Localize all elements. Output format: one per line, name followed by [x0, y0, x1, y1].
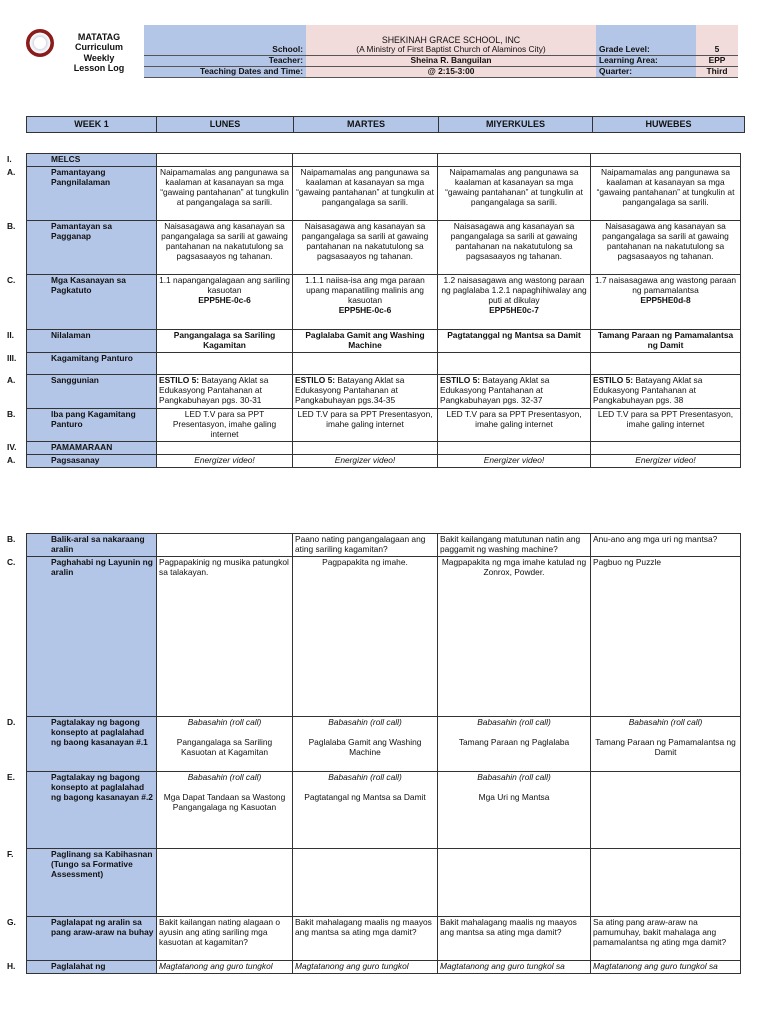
- lesson-topic: Pangangalaga sa Sariling Kasuotan at Kagamitan: [176, 736, 273, 757]
- row-label-cell: [7, 960, 157, 973]
- cell-text: Sa ating pang araw-araw na pamumuhay, bakit mahalaga ang pamamalantsa ng ating mga damit?: [593, 916, 727, 947]
- day-header-martes: MARTES: [294, 117, 439, 133]
- competency-text: 1.7 naisasagawa ang wastong paraan ng pamamalantsa: [594, 275, 737, 295]
- row-key: A.: [7, 454, 16, 465]
- day-cell: [157, 556, 293, 716]
- row-label-text: Paglalapat ng aralin sa pang araw-araw na buhay: [51, 916, 154, 937]
- cell-text: Magpapakita ng mga imahe katulad ng Zonrox, Powder.: [441, 556, 587, 577]
- lesson-topic: Mga Uri ng Mantsa: [478, 791, 550, 802]
- row-label: [7, 556, 154, 578]
- grade-level-label: Grade Level:: [596, 45, 696, 55]
- week-label: WEEK 1: [27, 117, 157, 133]
- cell-text: Pangangalaga sa Sariling Kagamitan: [173, 330, 276, 350]
- row-label: [7, 534, 154, 555]
- row-key: II.: [7, 330, 14, 340]
- cell-text: Anu-ano ang mga uri ng mantsa?: [593, 534, 718, 544]
- table-row: [27, 916, 741, 960]
- row-key: C.: [7, 275, 16, 285]
- day-cell: [293, 771, 438, 848]
- day-cell: [157, 534, 293, 557]
- lesson-topic: Tamang Paraan ng Paglalaba: [458, 736, 570, 747]
- table-row: [27, 534, 741, 557]
- school-label: School:: [144, 45, 306, 55]
- cell-text: Naipamamalas ang pangunawa sa kaalaman at kasanayan sa mga “gawaing pantahanan” at tungkulin at pangangalaga sa sarili.: [596, 167, 735, 207]
- row-label-text: MELCS: [51, 154, 81, 164]
- lesson-table-part1: [7, 153, 741, 468]
- cell-text: Energizer video!: [194, 454, 255, 465]
- table-row: [27, 352, 741, 374]
- table-row: [27, 167, 741, 221]
- day-cell: [591, 534, 741, 557]
- day-header-huwebes: HUWEBES: [593, 117, 745, 133]
- table-row: [27, 441, 741, 454]
- day-cell: [157, 221, 293, 275]
- row-label: [7, 374, 154, 386]
- day-cell: [293, 556, 438, 716]
- form-title: [54, 25, 144, 73]
- day-cell: [157, 960, 293, 973]
- school-name: SHEKINAH GRACE SCHOOL, INC: [306, 25, 596, 45]
- day-cell: [293, 848, 438, 916]
- cell-text: Bakit kailangang matutunan natin ang paggamit ng washing machine?: [440, 534, 581, 554]
- form-title-line: Lesson Log: [73, 63, 125, 74]
- school-logo-icon: [26, 29, 54, 57]
- reading-activity: Babasahin (roll call): [477, 771, 551, 782]
- teacher-name: Sheina R. Banguilan: [306, 55, 596, 66]
- day-cell: [157, 330, 293, 353]
- row-label-text: Iba pang Kagamitang Panturo: [51, 408, 136, 429]
- row-label-cell: [7, 221, 157, 275]
- day-cell: [438, 408, 591, 441]
- day-cell: [293, 330, 438, 353]
- row-label: [7, 848, 154, 880]
- table-row: [27, 771, 741, 848]
- row-label: [7, 771, 154, 803]
- day-cell: [591, 167, 741, 221]
- row-key: B.: [7, 408, 16, 419]
- cell-text: Magtatanong ang guro tungkol: [295, 960, 409, 971]
- row-label-text: Nilalaman: [51, 330, 91, 340]
- cell-text: Naisasagawa ang kasanayan sa pangangalaga sa sarili at gawaing pantahanan na nakatutulong sa pagsasaayos ng tahanan.: [602, 221, 729, 261]
- day-cell: [157, 441, 293, 454]
- competency-code: EPP5HE0d-8: [640, 294, 691, 305]
- reference-text: Batayang Aklat sa Edukasyong Pantahanan at Pangkabuhayan pgs. 38: [593, 374, 703, 405]
- cell-text: Pagpapakinig ng musika patungkol sa talakayan.: [159, 556, 289, 577]
- learning-area-label: Learning Area:: [596, 55, 696, 66]
- form-title-line: Curriculum: [74, 42, 123, 53]
- lesson-table-part2: [7, 533, 741, 974]
- row-label: [7, 154, 154, 165]
- row-label-cell: [7, 556, 157, 716]
- day-cell: [293, 167, 438, 221]
- day-cell: [591, 556, 741, 716]
- day-cell: [438, 352, 591, 374]
- row-key: B.: [7, 221, 16, 231]
- day-cell: [438, 916, 591, 960]
- day-cell: [157, 848, 293, 916]
- cell-text: Bakit kailangan nating alagaan o ayusin ang ating sariling mga kasuotan at kagamitan?: [159, 916, 281, 947]
- cell-text: Energizer video!: [483, 454, 545, 465]
- day-cell: [293, 441, 438, 454]
- row-label-text: PAMAMARAAN: [51, 441, 113, 452]
- day-cell: [293, 275, 438, 330]
- row-label-cell: [7, 167, 157, 221]
- row-key: G.: [7, 916, 16, 927]
- row-label-text: Pamantayan sa Pagganap: [51, 221, 112, 241]
- cell-text: Magtatanong ang guro tungkol sa: [593, 960, 718, 971]
- day-cell: [293, 960, 438, 973]
- cell-text: LED T.V para sa PPT Presentasyon, imahe galing internet: [597, 408, 734, 429]
- row-key: B.: [7, 534, 16, 544]
- day-cell: [293, 154, 438, 167]
- day-cell: [293, 221, 438, 275]
- row-label: [7, 352, 154, 364]
- row-label: [7, 408, 154, 430]
- row-label-cell: [7, 716, 157, 771]
- lesson-topic: Pagtatangal ng Mantsa sa Damit: [304, 791, 426, 802]
- table-row: [27, 221, 741, 275]
- cell-text: Tamang Paraan ng Pamamalantsa ng Damit: [597, 330, 734, 350]
- table-row: [27, 408, 741, 441]
- day-cell: [591, 408, 741, 441]
- table-row: [27, 154, 741, 167]
- row-label: [7, 960, 154, 972]
- day-cell: [157, 352, 293, 374]
- row-key: I.: [7, 154, 12, 164]
- cell-text: LED T.V para sa PPT Presentasyon, imahe galing internet: [446, 408, 582, 429]
- day-cell: [157, 716, 293, 771]
- week-header: [26, 116, 745, 133]
- day-cell: [591, 716, 741, 771]
- row-label-cell: [7, 848, 157, 916]
- row-label-text: Pamantayang Pangnilalaman: [51, 167, 111, 187]
- cell-text: Energizer video!: [334, 454, 396, 465]
- reading-activity: Babasahin (roll call): [328, 771, 402, 782]
- quarter-value: Third: [696, 66, 738, 77]
- cell-text: Naisasagawa ang kasanayan sa pangangalaga sa sarili at gawaing pantahanan na nakatutulong sa pagsasaayos ng tahanan.: [161, 221, 288, 261]
- row-label: [7, 716, 154, 748]
- day-cell: [293, 454, 438, 467]
- day-cell: [438, 716, 591, 771]
- row-label-cell: [7, 771, 157, 848]
- lesson-topic: Mga Dapat Tandaan sa Wastong Pangangalaga ng Kasuotan: [163, 791, 286, 812]
- row-label: [7, 916, 154, 938]
- table-row: [27, 716, 741, 771]
- competency-code: EPP5HE-0c-6: [338, 304, 392, 315]
- lesson-topic: Tamang Paraan ng Pamamalantsa ng Damit: [595, 736, 736, 757]
- cell-text: Naisasagawa ang kasanayan sa pangangalaga sa sarili at gawaing pantahanan na nakatutulong sa pagsasaayos ng tahanan.: [301, 221, 429, 261]
- reference-book-label: ESTILO 5:: [295, 374, 336, 385]
- school-subtitle: (A Ministry of First Baptist Church of Alaminos City): [306, 45, 596, 55]
- cell-text: Pagtatanggal ng Mantsa sa Damit: [447, 330, 581, 340]
- competency-text: 1.1.1 naiisa-isa ang mga paraan upang mapanatiling malinis ang kasuotan: [305, 275, 425, 305]
- table-row: [27, 374, 741, 408]
- row-label-text: Paghahabi ng Layunin ng aralin: [51, 556, 153, 577]
- day-cell: [157, 916, 293, 960]
- day-cell: [438, 441, 591, 454]
- day-cell: [157, 374, 293, 408]
- table-row: [27, 960, 741, 973]
- reading-activity: Babasahin (roll call): [187, 771, 262, 782]
- learning-area-value: EPP: [696, 55, 738, 66]
- row-label-text: Mga Kasanayan sa Pagkatuto: [51, 275, 126, 295]
- quarter-label: Quarter:: [596, 66, 696, 77]
- day-cell: [591, 374, 741, 408]
- row-label-cell: [7, 454, 157, 467]
- row-key: D.: [7, 716, 16, 727]
- reference-text: Batayang Aklat sa Edukasyong Pantahanan at Pangkabuhayan pgs.34-35: [295, 374, 405, 405]
- day-cell: [438, 374, 591, 408]
- day-cell: [438, 534, 591, 557]
- row-label-cell: [7, 441, 157, 454]
- form-title-line: Weekly: [83, 52, 115, 63]
- day-cell: [438, 275, 591, 330]
- row-key: III.: [7, 352, 17, 363]
- row-label-text: Pagtalakay ng bagong konsepto at paglalahad ng baong kasanayan #.1: [51, 716, 148, 747]
- day-cell: [591, 221, 741, 275]
- day-cell: [591, 275, 741, 330]
- day-cell: [157, 454, 293, 467]
- table-row: [27, 330, 741, 353]
- form-title-line: MATATAG: [77, 32, 121, 42]
- day-cell: [157, 167, 293, 221]
- day-cell: [157, 275, 293, 330]
- teaching-time: @ 2:15-3:00: [306, 66, 596, 77]
- cell-text: Paano nating pangangalagaan ang ating sariling kagamitan?: [295, 534, 426, 554]
- row-label-cell: [7, 352, 157, 374]
- day-cell: [591, 330, 741, 353]
- row-label: [7, 330, 154, 341]
- day-cell: [293, 534, 438, 557]
- row-key: H.: [7, 960, 16, 971]
- row-label-cell: [7, 534, 157, 557]
- cell-text: Energizer video!: [635, 454, 696, 465]
- day-cell: [293, 374, 438, 408]
- reading-activity: Babasahin (roll call): [328, 716, 402, 727]
- cell-text: Naisasagawa ang kasanayan sa pangangalaga sa sarili at gawaing pantahanan na nakatutulong sa pagsasaayos ng tahanan.: [450, 221, 578, 261]
- day-cell: [591, 441, 741, 454]
- row-label: [7, 167, 154, 188]
- row-label-cell: [7, 154, 157, 167]
- reference-text: Batayang Aklat sa Edukasyong Pantahanan at Pangkabuhayan pgs. 30-31: [159, 374, 269, 405]
- row-label-text: Balik-aral sa nakaraang aralin: [51, 534, 145, 554]
- day-header-lunes: LUNES: [157, 117, 294, 133]
- grade-level-value: 5: [696, 45, 738, 55]
- row-label-cell: [7, 408, 157, 441]
- reading-activity: Babasahin (roll call): [477, 716, 551, 727]
- reference-book-label: ESTILO 5:: [593, 374, 634, 385]
- day-cell: [438, 771, 591, 848]
- day-cell: [293, 352, 438, 374]
- reference-book-label: ESTILO 5:: [159, 374, 200, 385]
- day-cell: [438, 154, 591, 167]
- reading-activity: Babasahin (roll call): [628, 716, 703, 727]
- row-key: IV.: [7, 441, 17, 452]
- row-label: [7, 275, 154, 296]
- row-label: [7, 441, 154, 453]
- row-label-cell: [7, 330, 157, 353]
- table-row: [27, 848, 741, 916]
- day-cell: [438, 848, 591, 916]
- day-cell: [591, 848, 741, 916]
- day-cell: [438, 960, 591, 973]
- row-key: F.: [7, 848, 14, 859]
- reference-text: Batayang Aklat sa Edukasyong Pantahanan at Pangkabuhayan pgs. 32-37: [440, 374, 550, 405]
- competency-code: EPP5HE-0c-6: [198, 294, 251, 305]
- row-key: A.: [7, 167, 16, 177]
- cell-text: Naipamamalas ang pangunawa sa kaalaman at kasanayan sa mga “gawaing pantahanan” at tungkulin at pangangalaga sa sarili.: [160, 167, 289, 207]
- reading-activity: Babasahin (roll call): [187, 716, 262, 727]
- day-cell: [438, 330, 591, 353]
- teacher-label: Teacher:: [144, 55, 306, 66]
- day-cell: [438, 556, 591, 716]
- cell-text: Naipamamalas ang pangunawa sa kaalaman at kasanayan sa mga “gawaing pantahanan” at tungkulin at pangangalaga sa sarili.: [445, 167, 583, 207]
- cell-text: Bakit mahalagang maalis ng maayos ang mantsa sa ating mga damit?: [295, 916, 432, 937]
- cell-text: Bakit mahalagang maalis ng maayos ang mantsa sa ating mga damit?: [440, 916, 577, 937]
- cell-text: Naipamamalas ang pangunawa sa kaalaman at kasanayan sa mga “gawaing pantahanan” at tungkulin at pangangalaga sa sarili.: [296, 167, 434, 207]
- cell-text: Magtatanong ang guro tungkol: [159, 960, 273, 971]
- header-table: [26, 25, 738, 78]
- row-label: [7, 454, 154, 466]
- day-cell: [438, 221, 591, 275]
- cell-text: LED T.V para sa PPT Presentasyon, imahe galing internet: [172, 408, 277, 439]
- cell-text: Pagpapakita ng imahe.: [322, 556, 408, 567]
- cell-text: Magtatanong ang guro tungkol sa: [440, 960, 565, 971]
- row-label-text: Sanggunian: [51, 374, 99, 385]
- day-cell: [591, 154, 741, 167]
- dates-label: Teaching Dates and Time:: [144, 66, 306, 77]
- row-label-cell: [7, 275, 157, 330]
- day-cell: [591, 960, 741, 973]
- row-key: A.: [7, 374, 16, 385]
- row-label-text: Pagtalakay ng bagong konsepto at paglalahad ng bagong kasanayan #.2: [51, 771, 153, 802]
- cell-text: Pagbuo ng Puzzle: [593, 556, 661, 567]
- day-cell: [591, 454, 741, 467]
- reference-book-label: ESTILO 5:: [440, 374, 481, 385]
- day-cell: [591, 916, 741, 960]
- row-label-text: Kagamitang Panturo: [51, 352, 133, 363]
- row-label-text: Paglalahat ng: [51, 960, 106, 971]
- day-cell: [438, 167, 591, 221]
- table-row: [27, 556, 741, 716]
- row-label: [7, 221, 154, 242]
- day-cell: [157, 154, 293, 167]
- cell-text: LED T.V para sa PPT Presentasyon, imahe galing internet: [297, 408, 433, 429]
- day-cell: [157, 408, 293, 441]
- day-cell: [438, 454, 591, 467]
- day-cell: [293, 408, 438, 441]
- day-cell: [157, 771, 293, 848]
- row-key: E.: [7, 771, 15, 782]
- competency-text: 1.1 napangangalagaan ang sariling kasuotan: [159, 275, 290, 295]
- cell-text: Paglalaba Gamit ang Washing Machine: [305, 330, 425, 350]
- day-cell: [591, 352, 741, 374]
- row-label-text: Pagsasanay: [51, 454, 100, 465]
- day-header-miyerkules: MIYERKULES: [439, 117, 593, 133]
- competency-code: EPP5HE0c-7: [489, 304, 539, 315]
- day-cell: [591, 771, 741, 848]
- table-row: [27, 275, 741, 330]
- row-key: C.: [7, 556, 16, 567]
- table-row: [27, 454, 741, 467]
- lesson-topic: Paglalaba Gamit ang Washing Machine: [308, 736, 422, 757]
- competency-text: 1.2 naisasagawa ang wastong paraan ng paglalaba 1.2.1 napaghihiwalay ang puti at dikulay: [441, 275, 587, 305]
- day-cell: [293, 716, 438, 771]
- day-cell: [293, 916, 438, 960]
- row-label-cell: [7, 374, 157, 408]
- row-label-text: Paglinang sa Kabihasnan (Tungo sa Formative Assessment): [51, 848, 153, 879]
- row-label-cell: [7, 916, 157, 960]
